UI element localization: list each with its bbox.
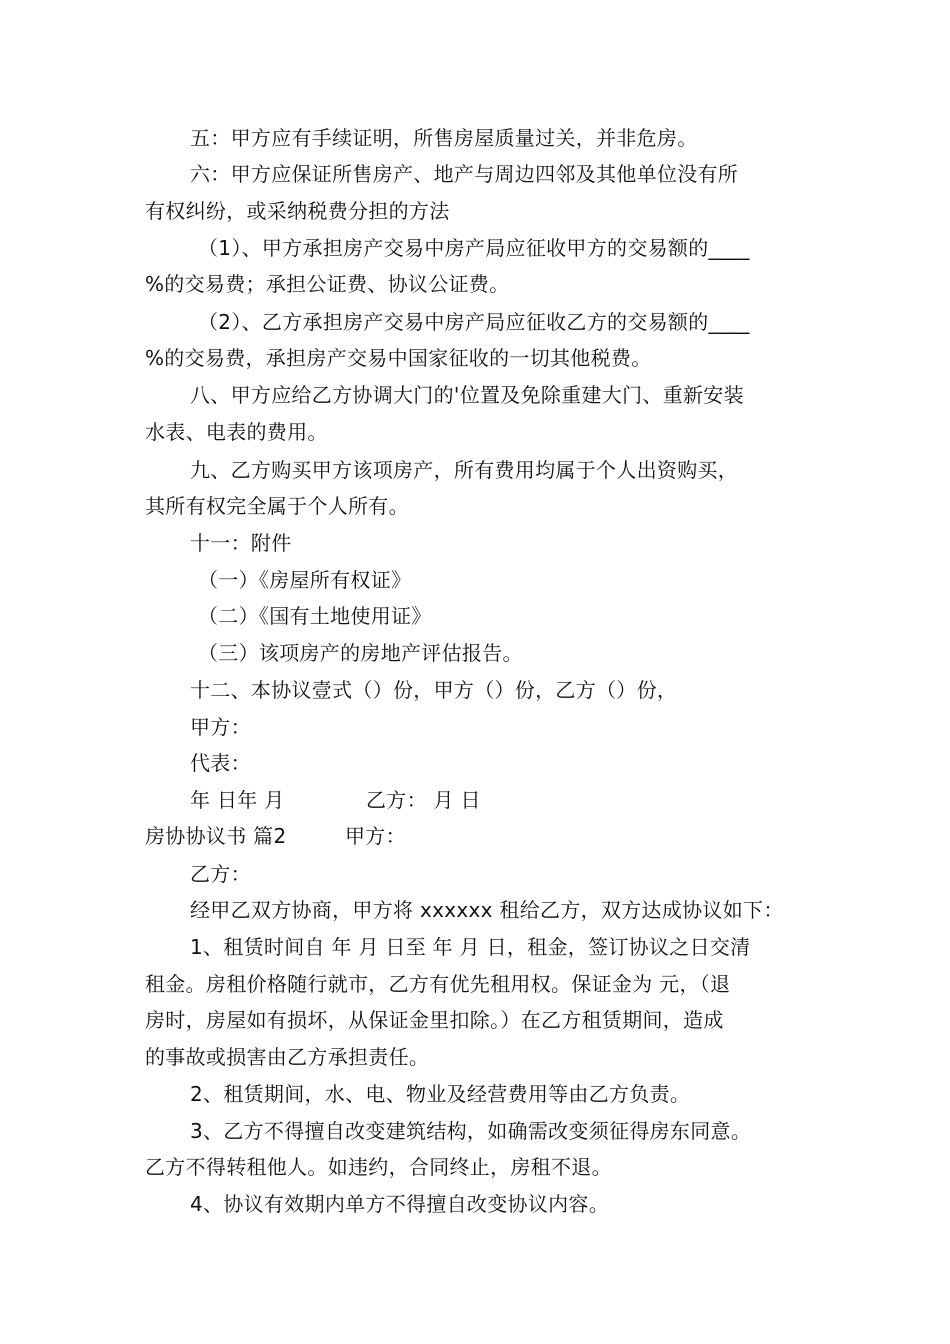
signature-party-a: 甲方： <box>190 715 251 739</box>
paragraph-line: （1）、甲方承担房产交易中房产局应征收甲方的交易额的____ <box>198 236 750 260</box>
paragraph-line: （2）、乙方承担房产交易中房产局应征收乙方的交易额的____ <box>198 310 750 334</box>
paragraph-line: 其所有权完全属于个人所有。 <box>145 494 409 518</box>
paragraph-line: 八、甲方应给乙方协调大门的'位置及免除重建大门、重新安装 <box>190 383 744 407</box>
paragraph-line: 十二、本协议壹式（）份，甲方（）份，乙方（）份， <box>190 678 678 702</box>
paragraph-line: 经甲乙双方协商，甲方将 xxxxxx 租给乙方，双方达成协议如下： <box>190 898 784 922</box>
paragraph-line: 3、乙方不得擅自改变建筑结构，如确需改变须征得房东同意。 <box>190 1119 752 1143</box>
paragraph-line: 1、租赁时间自 年 月 日至 年 月 日，租金，签订协议之日交清 <box>190 935 751 959</box>
paragraph-line: 九、乙方购买甲方该项房产，所有费用均属于个人出资购买， <box>190 458 739 482</box>
paragraph-line: 五：甲方应有手续证明，所售房屋质量过关，并非危房。 <box>190 126 698 150</box>
section-heading: 房协协议书 篇2 <box>145 824 287 848</box>
list-item: （三）该项房产的房地产评估报告。 <box>198 641 523 665</box>
signature-date: 年 日年 月 <box>190 788 285 812</box>
list-item: （一）《房屋所有权证》 <box>198 568 412 592</box>
list-item: （二）《国有土地使用证》 <box>198 604 432 628</box>
paragraph-line: 4、协议有效期内单方不得擅自改变协议内容。 <box>190 1192 610 1216</box>
paragraph-line: 水表、电表的费用。 <box>145 420 328 444</box>
paragraph-line: %的交易费，承担房产交易中国家征收的一切其他税费。 <box>145 346 652 370</box>
paragraph-line: %的交易费；承担公证费、协议公证费。 <box>145 272 510 296</box>
party-b-label: 乙方： <box>190 862 251 886</box>
paragraph-line: 有权纠纷，或采纳税费分担的方法 <box>145 199 450 223</box>
paragraph-line: 六：甲方应保证所售房产、地产与周边四邻及其他单位没有所 <box>190 162 739 186</box>
paragraph-line: 的事故或损害由乙方承担责任。 <box>145 1045 430 1069</box>
paragraph-line: 租金。房租价格随行就市，乙方有优先租用权。保证金为 元，（退 <box>145 972 731 996</box>
paragraph-line: 十一：附件 <box>190 531 292 555</box>
paragraph-line: 乙方不得转租他人。如违约，合同终止，房租不退。 <box>145 1155 612 1179</box>
signature-representative: 代表： <box>190 751 251 775</box>
paragraph-line: 2、租赁期间，水、电、物业及经营费用等由乙方负责。 <box>190 1082 691 1106</box>
signature-party-b-date: 乙方： 月 日 <box>366 788 481 812</box>
party-a-label: 甲方： <box>345 824 406 848</box>
paragraph-line: 房时，房屋如有损坏，从保证金里扣除。）在乙方租赁期间，造成 <box>145 1008 724 1032</box>
